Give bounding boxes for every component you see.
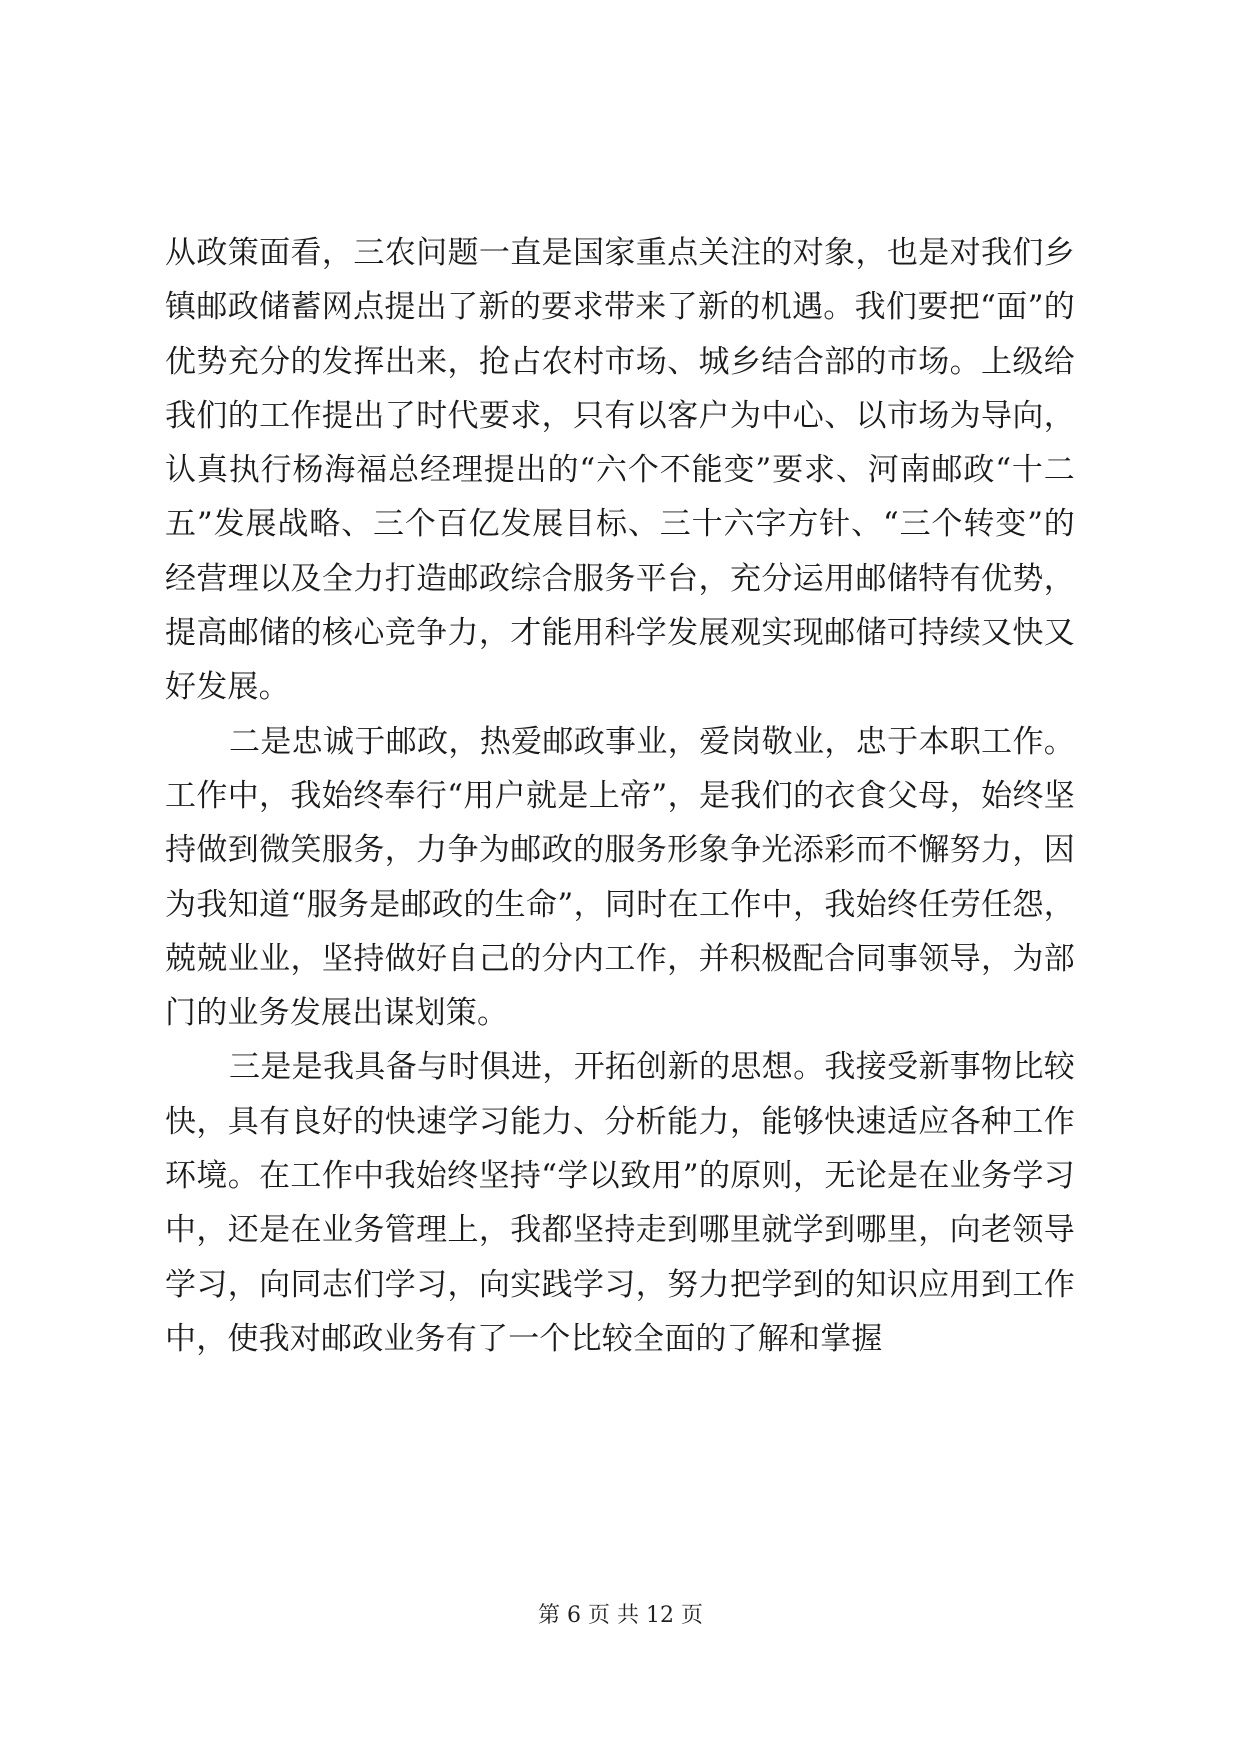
- document-body: [165, 226, 1075, 1366]
- paragraph-loyalty: 二是忠诚于邮政，热爱邮政事业，爱岗敬业，忠于本职工作。工作中，我始终奉行“用户就是上帝”，是我们的衣食父母，始终坚持做到微笑服务，力争为邮政的服务形象争光添彩而不懈努力，因为我知道“服务是邮政的生命”，同时在工作中，我始终任劳任怨，兢兢业业，坚持做好自己的分内工作，并积极配合同事领导，为部门的业务发展出谋划策。: [165, 723, 1075, 1032]
- paragraph-innovation: 三是是我具备与时俱进，开拓创新的思想。我接受新事物比较快，具有良好的快速学习能力、分析能力，能够快速适应各种工作环境。在工作中我始终坚持“学以致用”的原则，无论是在业务学习中，还是在业务管理上，我都坚持走到哪里就学到哪里，向老领导学习，向同志们学习，向实践学习，努力把学到的知识应用到工作中，使我对邮政业务有了一个比较全面的了解和掌握: [165, 1049, 1075, 1357]
- paragraph-policy: 从政策面看，三农问题一直是国家重点关注的对象，也是对我们乡镇邮政储蓄网点提出了新的要求带来了新的机遇。我们要把“面”的优势充分的发挥出来，抢占农村市场、城乡结合部的市场。上级给我们的工作提出了时代要求，只有以客户为中心、以市场为导向，认真执行杨海福总经理提出的“六个不能变”要求、河南邮政“十二五”发展战略、三个百亿发展目标、三十六字方针、“三个转变”的经营理以及全力打造邮政综合服务平台，充分运用邮储特有优势，提高邮储的核心竞争力，才能用科学发展观实现邮储可持续又快又好发展。: [165, 235, 1075, 706]
- page-number-footer: 第 6 页 共 12 页: [538, 1603, 703, 1628]
